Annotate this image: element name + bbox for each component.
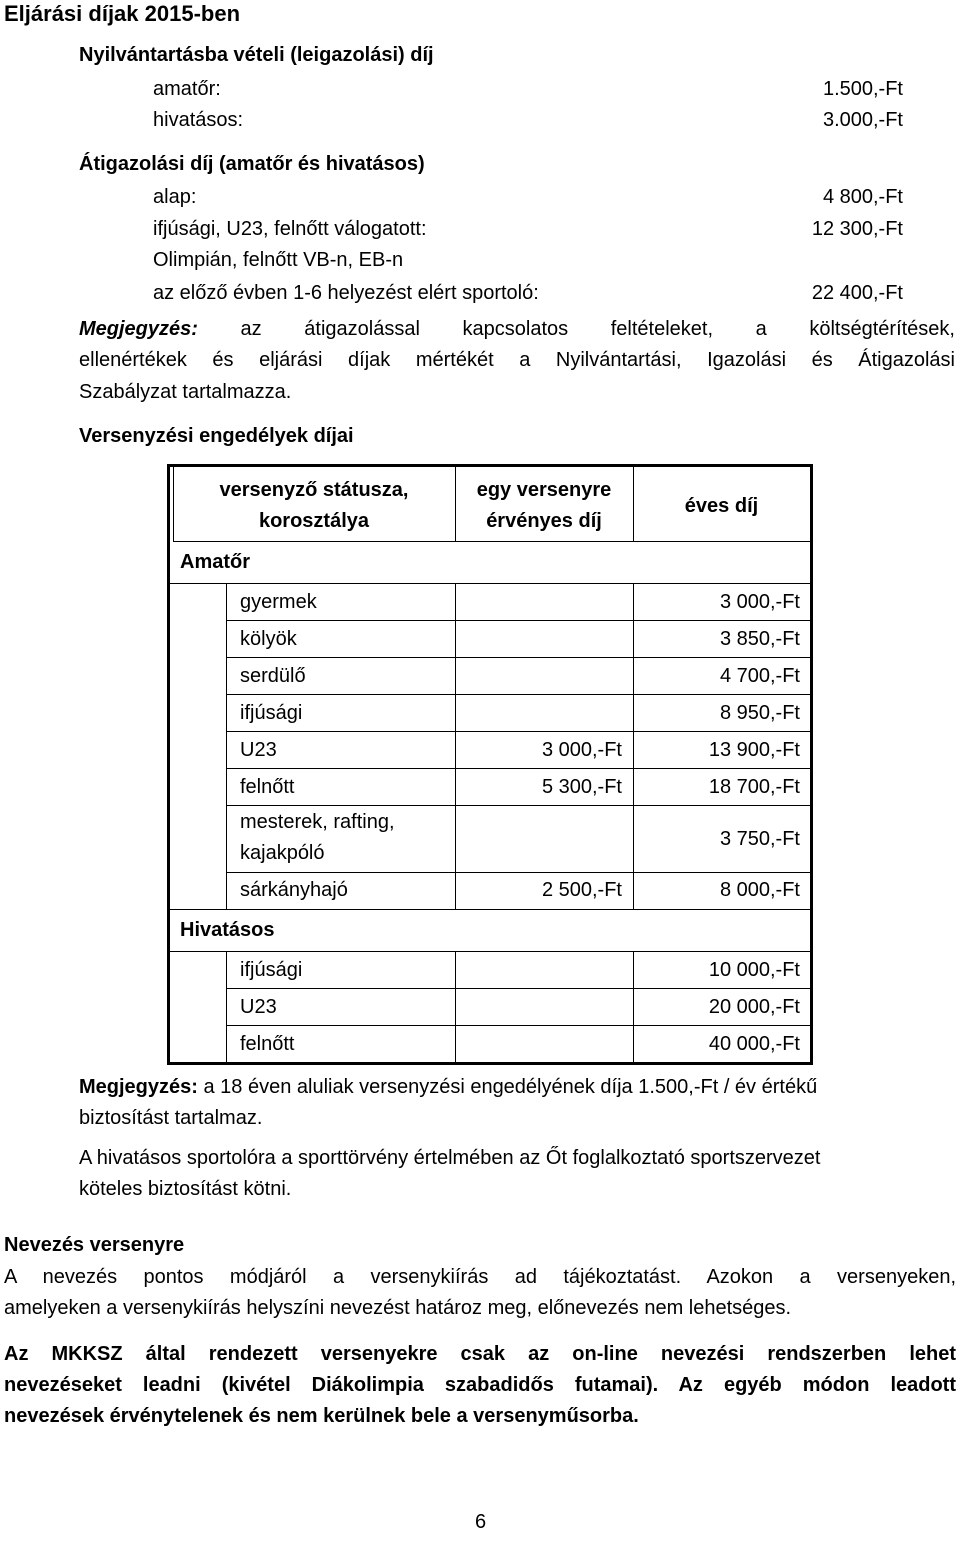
transfer-basic-label: alap:: [153, 186, 197, 208]
amateur-row-5-single: 5 300,-Ft: [541, 776, 622, 798]
col-header-single: [455, 475, 633, 537]
pro-row-2-annual: 40 000,-Ft: [708, 1033, 800, 1055]
amateur-row-4-annual: 13 900,-Ft: [708, 739, 800, 761]
license-note-text1: a 18 éven aluliak versenyzési engedélyének díja 1.500,-Ft / év értékű: [203, 1076, 818, 1098]
entry-heading: Nevezés versenyre: [4, 1234, 185, 1256]
pro-row-1-category: U23: [240, 996, 277, 1018]
pro-row-0-category: ifjúsági: [240, 959, 303, 981]
col-header-annual: éves díj: [684, 495, 759, 517]
amateur-row-2-category: serdülő: [240, 665, 306, 687]
amateur-row-7-category: sárkányhajó: [240, 879, 348, 901]
amateur-row-4-single: 3 000,-Ft: [541, 739, 622, 761]
transfer-note-line1: [79, 318, 955, 341]
amateur-row-4-category: U23: [240, 739, 277, 761]
transfer-national-value: 12 300,-Ft: [811, 218, 903, 240]
col-header-single-line2: érvényes díj: [486, 510, 602, 532]
registration-pro-value: 3.000,-Ft: [822, 109, 903, 131]
registration-amateur-value: 1.500,-Ft: [822, 78, 903, 100]
transfer-basic-value: 4 800,-Ft: [822, 186, 903, 208]
entry-p2-line2: nevezéseket leadni (kivétel Diákolimpia szabadidős futamai). Az egyéb módon leadott: [4, 1374, 956, 1396]
registration-pro-label: hivatásos:: [153, 109, 244, 131]
amateur-row-6-category-line1: mesterek, rafting,: [240, 811, 395, 833]
amateur-row-3-category: ifjúsági: [240, 702, 303, 724]
amateur-row-6-category-line2: kajakpóló: [240, 842, 325, 864]
entry-p2-line1: Az MKKSZ által rendezett versenyekre csak az on-line nevezési rendszerben lehet: [4, 1343, 956, 1365]
transfer-note-label: Megjegyzés:: [79, 318, 198, 340]
page-title: Eljárási díjak 2015-ben: [4, 1, 241, 26]
pro-insurance-note-line2: köteles biztosítást kötni.: [79, 1178, 292, 1200]
pro-row-0-annual: 10 000,-Ft: [708, 959, 800, 981]
transfer-note-line3: Szabályzat tartalmazza.: [79, 381, 292, 403]
amateur-row-5-category: felnőtt: [240, 776, 295, 798]
col-header-status-line1: versenyző státusza,: [219, 479, 409, 501]
entry-p1-line2: amelyeken a versenykiírás helyszíni nevezést határoz meg, előnevezés nem lehetséges.: [4, 1297, 792, 1319]
amateur-section-label: Amatőr: [180, 551, 251, 573]
amateur-row-1-category: kölyök: [240, 628, 297, 650]
transfer-note-line2: ellenértékek és eljárási díjak mértékét a Nyilvántartási, Igazolási és Átigazolási: [79, 349, 955, 371]
transfer-heading: Átigazolási díj (amatőr és hivatásos): [79, 153, 425, 175]
pro-row-1-annual: 20 000,-Ft: [708, 996, 800, 1018]
license-fee-table: [167, 464, 813, 1065]
license-note-line1: [79, 1076, 817, 1099]
amateur-row-3-annual: 8 950,-Ft: [719, 702, 800, 724]
page-number: 6: [475, 1511, 487, 1533]
amateur-row-6-annual: 3 750,-Ft: [719, 828, 800, 850]
amateur-row-7-single: 2 500,-Ft: [541, 879, 622, 901]
registration-amateur-label: amatőr:: [153, 78, 221, 100]
pro-insurance-note-line1: A hivatásos sportolóra a sporttörvény értelmében az Őt foglalkoztató sportszervezet: [79, 1147, 821, 1169]
transfer-olympic-value: 22 400,-Ft: [811, 282, 903, 304]
registration-heading: Nyilvántartásba vételi (leigazolási) díj: [79, 44, 434, 66]
col-header-status: [173, 475, 455, 537]
transfer-note-text1: az átigazolással kapcsolatos feltételeket, a költségtérítések,: [240, 318, 955, 340]
amateur-row-1-annual: 3 850,-Ft: [719, 628, 800, 650]
amateur-row-2-annual: 4 700,-Ft: [719, 665, 800, 687]
license-heading: Versenyzési engedélyek díjai: [79, 425, 354, 447]
amateur-row-5-annual: 18 700,-Ft: [708, 776, 800, 798]
transfer-olympic-label-line1: Olimpián, felnőtt VB-n, EB-n: [153, 249, 404, 271]
pro-row-2-category: felnőtt: [240, 1033, 295, 1055]
col-header-status-line2: korosztálya: [258, 510, 370, 532]
amateur-row-0-annual: 3 000,-Ft: [719, 591, 800, 613]
pro-section-label: Hivatásos: [180, 919, 275, 941]
entry-p2-line3: nevezések érvénytelenek és nem kerülnek bele a versenyműsorba.: [4, 1405, 639, 1427]
amateur-row-0-category: gyermek: [240, 591, 317, 613]
license-note-label: Megjegyzés:: [79, 1076, 198, 1098]
entry-p1-line1: A nevezés pontos módjáról a versenykiírás ad tájékoztatást. Azokon a versenyeken,: [4, 1266, 956, 1288]
transfer-olympic-label-line2: az előző évben 1-6 helyezést elért sportoló:: [153, 282, 539, 304]
col-header-single-line1: egy versenyre: [476, 479, 612, 501]
transfer-national-label: ifjúsági, U23, felnőtt válogatott:: [153, 218, 427, 240]
license-note-line2: biztosítást tartalmaz.: [79, 1107, 263, 1129]
amateur-row-7-annual: 8 000,-Ft: [719, 879, 800, 901]
